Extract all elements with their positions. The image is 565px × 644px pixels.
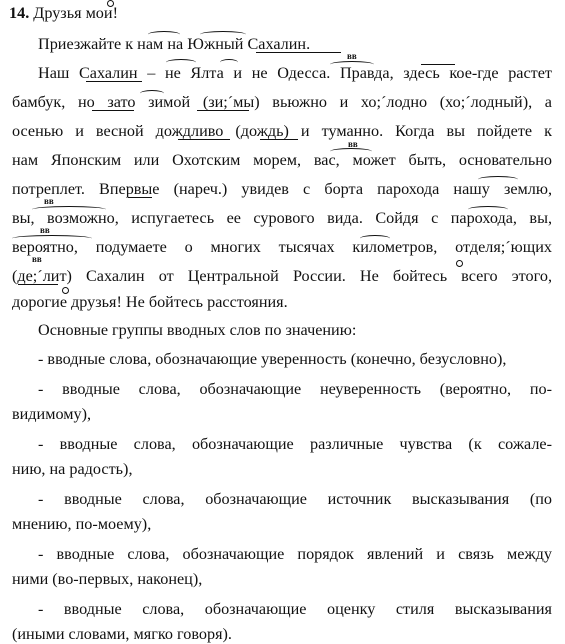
list-item-continuation: (иными словами, мягко говоря). xyxy=(12,625,232,643)
root-arc-mark xyxy=(140,90,164,97)
underline-mark xyxy=(86,81,142,82)
root-arc-mark xyxy=(200,31,246,38)
paragraph-line: бамбук, но зато зимой (зи;´мы) вьюжно и хо;´лодно (хо;´лодный), а xyxy=(12,93,552,111)
exercise-number: 14. xyxy=(9,4,30,22)
underline-mark xyxy=(260,139,298,140)
ending-circle-mark xyxy=(107,0,114,7)
ending-circle-mark xyxy=(456,260,463,267)
list-item: - вводные слова, обозначающие уверенность (конечно, безусловно), xyxy=(38,350,507,368)
exercise-title: Друзья мои! xyxy=(33,4,118,22)
root-arc-mark xyxy=(12,235,92,242)
root-arc-mark xyxy=(330,148,372,155)
list-item: - вводные слова, обозначающие источник высказывания (по xyxy=(38,490,552,508)
underline-mark xyxy=(92,110,134,111)
introductory-mark: вв xyxy=(347,51,357,61)
introductory-mark: вв xyxy=(44,196,54,206)
root-arc-mark xyxy=(148,31,180,38)
paragraph-line: Наш Сахалин – не Ялта и не Одесса. Правда, здесь кое-где растет xyxy=(38,64,552,82)
root-arc-mark xyxy=(468,206,508,213)
list-item: - вводные слова, обозначающие различные чувства (к сожале- xyxy=(38,435,552,453)
introductory-mark: вв xyxy=(32,254,42,264)
subtitle-line: Приезжайте к нам на Южный Сахалин. xyxy=(38,35,311,53)
overline-mark xyxy=(421,64,455,65)
paragraph-line: вероятно, подумаете о многих тысячах километров, отделя;´ющих xyxy=(12,238,552,256)
list-item: - вводные слова, обозначающие оценку стиля высказывания xyxy=(38,600,552,618)
list-item-continuation: нию, на радость), xyxy=(12,460,133,478)
underline-mark xyxy=(18,284,58,285)
root-arc-mark xyxy=(220,59,238,66)
root-arc-mark xyxy=(32,206,106,213)
root-arc-mark xyxy=(478,176,518,183)
list-item-continuation: мнению, по-моему), xyxy=(12,515,152,533)
list-item-continuation: ними (во-первых, наконец), xyxy=(12,570,203,588)
list-item: - вводные слова, обозначающие неуверенность (вероятно, по- xyxy=(38,380,552,398)
paragraph-line: дорогие друзья! Не бойтесь расстояния. xyxy=(12,293,288,311)
paragraph-line: (де;´лит) Сахалин от Центральной России. Не бойтесь всего этого, xyxy=(12,267,552,285)
paragraph-line: осенью и весной дождливо (дождь) и туманно. Когда вы пойдете к xyxy=(12,122,552,140)
introductory-mark: вв xyxy=(40,225,50,235)
ending-circle-mark xyxy=(62,287,69,294)
list-item: - вводные слова, обозначающие порядок явлений и связь между xyxy=(38,545,552,563)
paragraph-line: нам Японским или Охотским морем, вас, может быть, основательно xyxy=(12,151,552,169)
exercise-header xyxy=(9,3,565,23)
underline-mark xyxy=(256,52,341,53)
paragraph-line: вы, возможно, испугаетесь ее сурового вида. Сойдя с парохода, вы, xyxy=(12,209,552,227)
root-arc-mark xyxy=(360,235,390,242)
paragraph-line: потреплет. Впервые (нареч.) увидев с борта парохода нашу землю, xyxy=(12,180,552,198)
root-arc-mark xyxy=(330,61,374,68)
root-arc-mark xyxy=(166,59,196,66)
underline-mark xyxy=(197,110,249,111)
introductory-mark: вв xyxy=(348,139,358,149)
section-heading: Основные группы вводных слов по значению: xyxy=(38,321,357,339)
underline-mark xyxy=(178,139,230,140)
list-item-continuation: видимому), xyxy=(12,405,92,423)
underline-mark xyxy=(128,197,152,198)
